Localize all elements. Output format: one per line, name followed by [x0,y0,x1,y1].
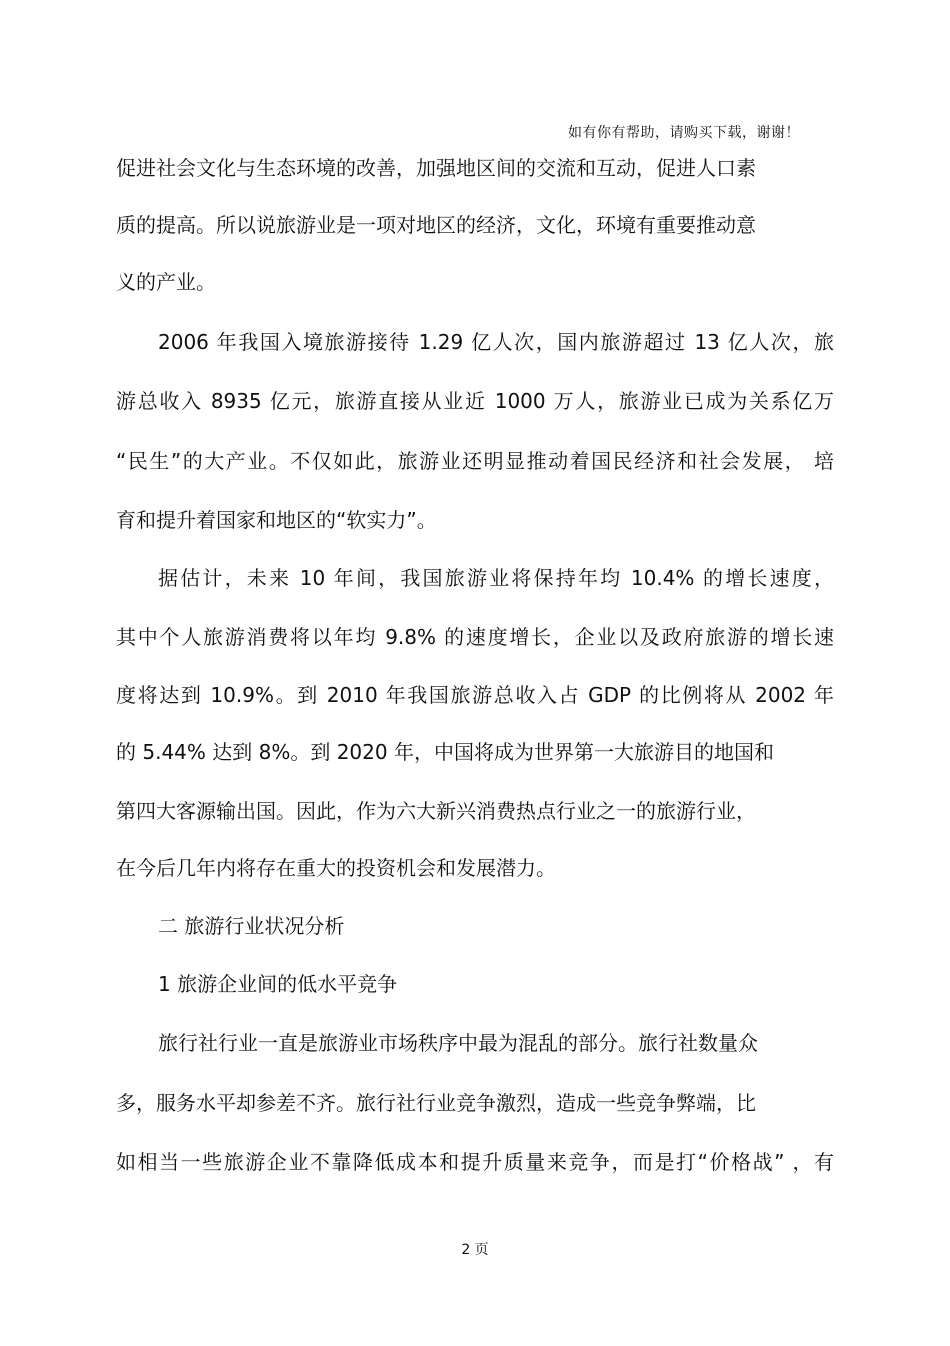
paragraph-line: 促进社会文化与生态环境的改善，加强地区间的交流和互动，促进人口素 [116,156,756,180]
paragraph-line: 第四大客源输出国。因此，作为六大新兴消费热点行业之一的旅游行业， [116,799,756,823]
paragraph-line: 多，服务水平却参差不齐。旅行社行业竞争激烈，造成一些竞争弊端，比 [116,1091,756,1115]
paragraph-line: 义的产业。 [116,270,216,294]
paragraph-line: 旅行社行业一直是旅游业市场秩序中最为混乱的部分。旅行社数量众 [158,1031,758,1055]
paragraph-line: 其中个人旅游消费将以年均 9.8% 的速度增长，企业以及政府旅游的增长速 [116,625,834,649]
paragraph-line: 的 5.44% 达到 8%。到 2020 年，中国将成为世界第一大旅游目的地国和 [116,740,774,764]
paragraph-line: 游总收入 8935 亿元，旅游直接从业近 1000 万人，旅游业已成为关系亿万 [116,389,834,413]
page-number: 2 页 [461,1242,489,1258]
paragraph-line: 育和提升着国家和地区的“软实力”。 [116,508,437,532]
paragraph-line: 质的提高。所以说旅游业是一项对地区的经济，文化，环境有重要推动意 [116,213,756,237]
paragraph-line: 如相当一些旅游企业不靠降低成本和提升质量来竞争，而是打“价格战” ，有 [116,1150,834,1174]
paragraph-line: 据估计，未来 10 年间，我国旅游业将保持年均 10.4% 的增长速度， [158,566,834,590]
section-heading: 二 旅游行业状况分析 [158,914,345,938]
paragraph-line: 度将达到 10.9%。到 2010 年我国旅游总收入占 GDP 的比例将从 2002 年 [116,683,834,707]
paragraph-line: 2006 年我国入境旅游接待 1.29 亿人次，国内旅游超过 13 亿人次，旅 [158,330,834,354]
header-note: 如有你有帮助，请购买下载，谢谢！ [568,125,800,141]
subsection-heading: 1 旅游企业间的低水平竞争 [158,972,398,996]
paragraph-line: “民生”的大产业。不仅如此，旅游业还明显推动着国民经济和社会发展， 培 [116,449,834,473]
paragraph-line: 在今后几年内将存在重大的投资机会和发展潜力。 [116,856,556,880]
